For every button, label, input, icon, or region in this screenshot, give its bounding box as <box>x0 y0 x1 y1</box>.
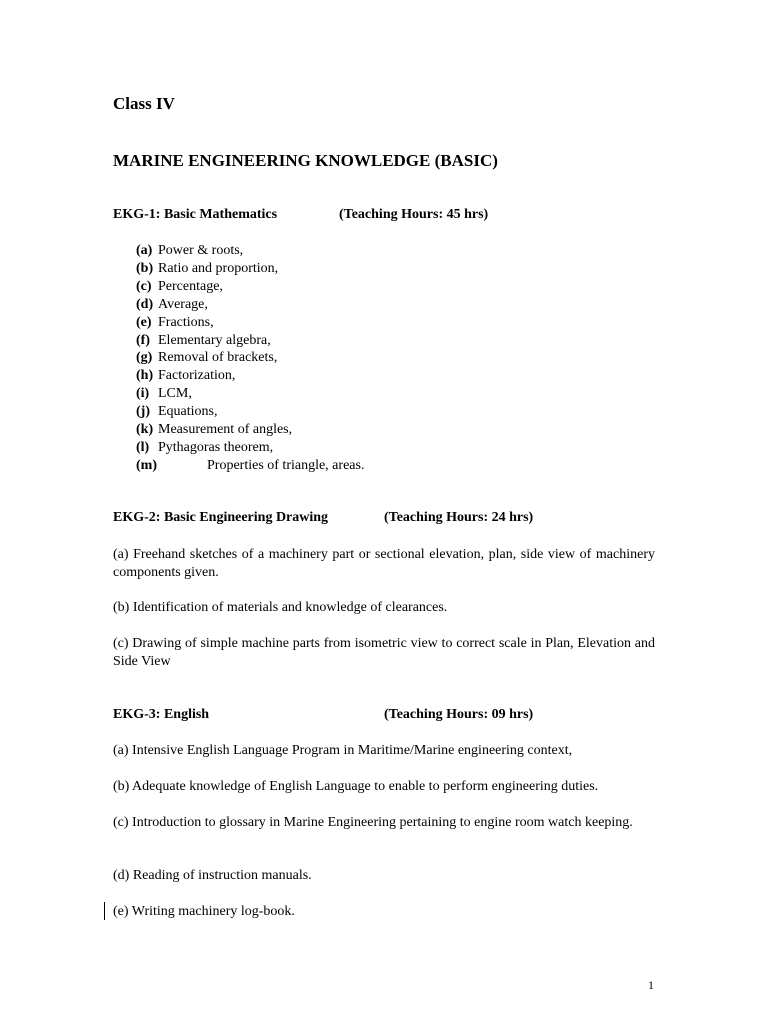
section-title: EKG-1: Basic Mathematics <box>113 207 278 222</box>
item-label: (d) <box>136 296 154 312</box>
list-item <box>136 314 364 332</box>
item-text: Percentage, <box>158 278 223 294</box>
item-text: Properties of triangle, areas. <box>207 457 365 473</box>
item-text: Pythagoras theorem, <box>158 439 274 455</box>
paragraph: (a) Intensive English Language Program in Maritime/Marine engineering context, <box>113 743 573 758</box>
section-heading-ekg1 <box>113 207 489 223</box>
item-text: Ratio and proportion, <box>158 260 279 276</box>
item-text: Power & roots, <box>158 243 244 258</box>
item-label: (b) <box>136 260 154 276</box>
section-title: EKG-2: Basic Engineering Drawing <box>113 510 329 525</box>
item-label: (l) <box>136 439 150 455</box>
class-title: Class IV <box>113 94 175 113</box>
item-text: Average, <box>158 296 208 312</box>
item-label: (f) <box>136 332 150 348</box>
list-item <box>136 242 364 260</box>
paragraph: (b) Identification of materials and knowledge of clearances. <box>113 600 448 615</box>
item-label: (g) <box>136 350 153 366</box>
paragraph: (d) Reading of instruction manuals. <box>113 868 312 883</box>
topic-list-ekg1 <box>136 242 364 475</box>
section-title: EKG-3: English <box>113 707 210 722</box>
list-item <box>136 385 364 403</box>
item-label: (k) <box>136 422 154 438</box>
teaching-hours: (Teaching Hours: 09 hrs) <box>384 707 534 722</box>
list-item <box>136 349 364 367</box>
document-title: MARINE ENGINEERING KNOWLEDGE (BASIC) <box>113 151 498 170</box>
teaching-hours: (Teaching Hours: 24 hrs) <box>384 510 534 525</box>
item-label: (h) <box>136 368 154 384</box>
item-text: LCM, <box>158 386 192 402</box>
list-item <box>136 367 364 385</box>
list-item <box>136 296 364 314</box>
teaching-hours: (Teaching Hours: 45 hrs) <box>339 207 489 222</box>
list-item <box>136 439 364 457</box>
text-cursor <box>104 902 105 920</box>
item-text: Elementary algebra, <box>158 332 271 348</box>
paragraph: (a) Freehand sketches of a machinery part or sectional elevation, plan, side view of machinery components given. <box>113 547 655 580</box>
list-item <box>136 457 364 475</box>
item-label: (c) <box>136 278 152 294</box>
section-heading-ekg3 <box>113 707 534 723</box>
item-text: Factorization, <box>158 368 236 384</box>
list-item <box>136 403 364 421</box>
list-item <box>136 421 364 439</box>
item-text: Removal of brackets, <box>158 350 278 366</box>
list-item <box>136 278 364 296</box>
paragraph: (b) Adequate knowledge of English Language to enable to perform engineering duties. <box>113 779 599 794</box>
paragraph: (c) Introduction to glossary in Marine Engineering pertaining to engine room watch keeping. <box>113 815 633 830</box>
item-text: Equations, <box>158 404 218 420</box>
section-heading-ekg2 <box>113 510 534 526</box>
item-label: (m) <box>136 457 157 473</box>
page-number: 1 <box>648 978 654 992</box>
item-label: (e) <box>136 314 152 330</box>
item-label: (i) <box>136 386 150 402</box>
list-item <box>136 260 364 278</box>
item-text: Fractions, <box>158 314 214 330</box>
item-text: Measurement of angles, <box>158 422 293 438</box>
paragraph: (e) Writing machinery log-book. <box>113 904 295 919</box>
paragraph: (c) Drawing of simple machine parts from isometric view to correct scale in Plan, Elevation and Side View <box>113 636 655 669</box>
list-item <box>136 332 364 350</box>
item-label: (a) <box>136 243 153 258</box>
item-label: (j) <box>136 404 150 420</box>
